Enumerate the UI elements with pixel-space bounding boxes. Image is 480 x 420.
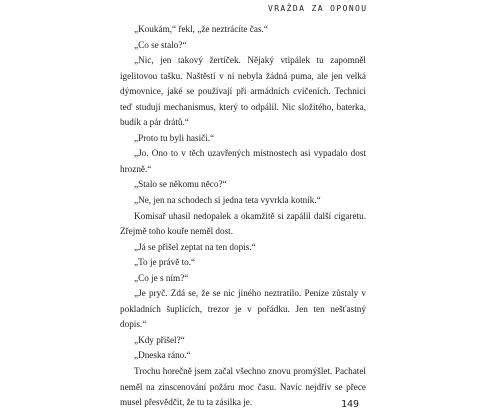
paragraph: „Nic, jen takový žertíček. Nějaký vtipálek tu zapomněl igelitovou tašku. Naštěstí v ní nebyla žádná puma, ale jen velká dýmovnice, jaké se používají při armádních cvičeních. Technici teď studují mechanismus, který to odpálil. Nic složitého, baterka, budík a pár drátů.“ <box>120 55 366 128</box>
paragraph: „Jo. Ono to v těch uzavřených místnostech asi vypadalo dost hrozně.“ <box>120 148 366 174</box>
paragraph: Trochu horečně jsem začal všechno znovu promýšlet. Pachatel neměl na zinscenování požáru moc času. Navíc nejdřív se přece musel přesvědčit, že tu ta zásilka je. <box>120 366 366 408</box>
paragraph: „Proto tu byli hasiči.“ <box>134 132 215 143</box>
paragraph: „To je právě to.“ <box>134 257 196 268</box>
paragraph: „Co je s ním?“ <box>134 272 189 283</box>
paragraph: „Je pryč. Zdá se, že se nic jiného neztratilo. Peníze zůstaly v pokladních šuplících, trezor je v pořádku. Jen ten nešťastný dopis.“ <box>120 288 366 330</box>
paragraph: Komisař uhasil nedopalek a okamžitě si zapálil další cigaretu. Zřejmě toho kouře neměl dost. <box>120 210 366 237</box>
paragraph: „Já se přišel zeptat na ten dopis.“ <box>134 241 256 252</box>
paragraph: „Co se stalo?“ <box>134 39 187 50</box>
paragraph: „Stalo se někomu něco?“ <box>134 179 227 190</box>
paragraph: „Koukám,“ řekl, „že neztrácíte čas.“ <box>134 24 268 34</box>
paragraph: „Ne, jen na schodech si jedna teta vyvrkla kotník.“ <box>134 195 321 206</box>
paragraph: „Dneska ráno.“ <box>134 350 191 361</box>
paragraph: „Kdy přišel?“ <box>134 334 185 345</box>
running-head-title: VRAŽDA ZA OPONOU <box>268 4 368 13</box>
body-text <box>120 22 366 411</box>
page-number: 149 <box>341 399 360 410</box>
